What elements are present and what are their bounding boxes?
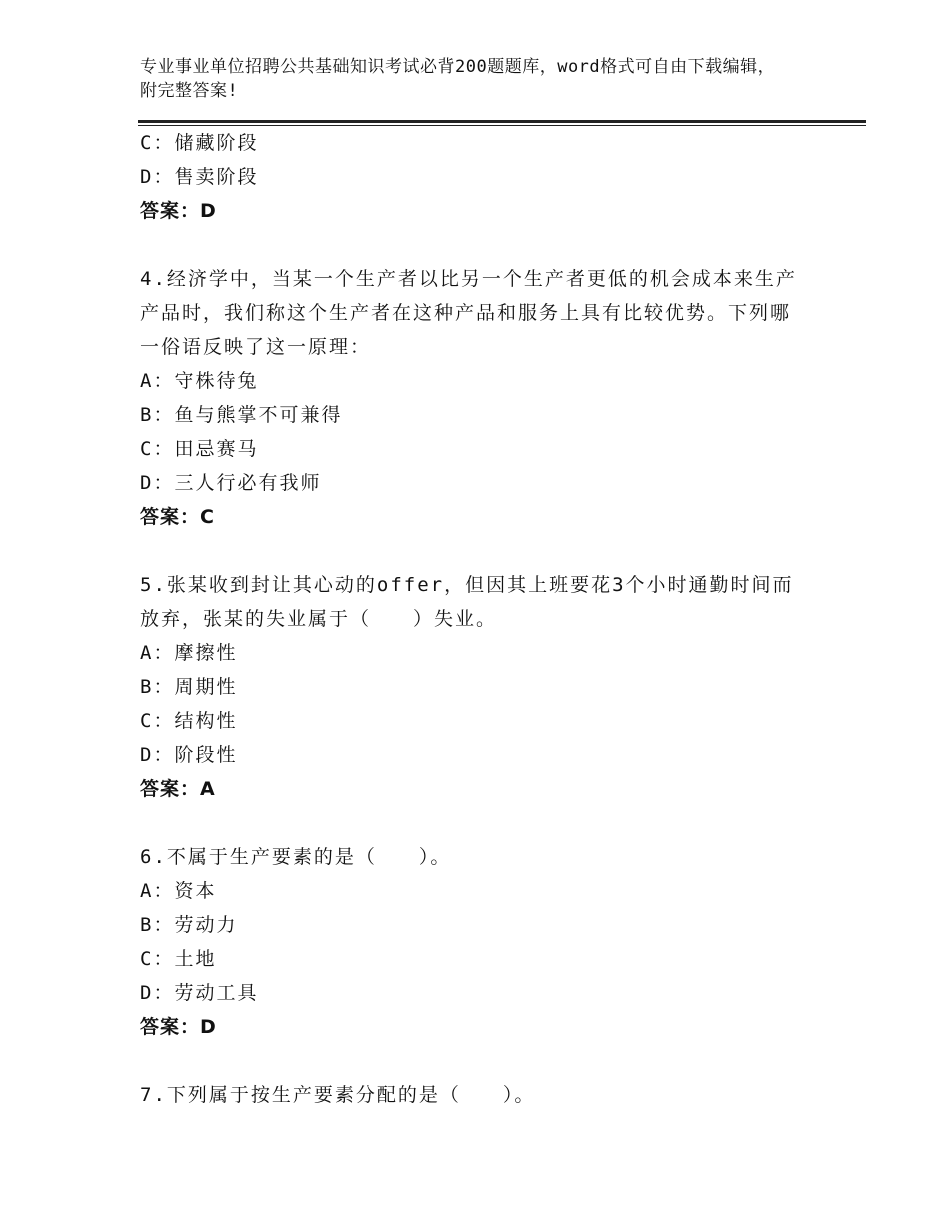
answer-line: 答案：D <box>140 1016 217 1038</box>
header-rule <box>138 120 866 123</box>
question-text: 6.不属于生产要素的是（ ）。 <box>140 846 452 868</box>
question-text: 4.经济学中，当某一个生产者以比另一个生产者更低的机会成本来生产产品时，我们称这个生产者在这种产品和服务上具有比较优势。下列哪一俗语反映了这一原理： <box>140 268 797 358</box>
option-a: A：摩擦性 <box>140 642 238 664</box>
question-4 <box>140 262 820 534</box>
option-a: A：资本 <box>140 880 217 902</box>
option-c: C：储藏阶段 <box>140 132 259 154</box>
answer-line: 答案：C <box>140 506 215 528</box>
question-text: 7.下列属于按生产要素分配的是（ ）。 <box>140 1084 536 1106</box>
option-d: D：三人行必有我师 <box>140 472 322 494</box>
answer-line: 答案：A <box>140 778 216 800</box>
option-c: C：田忌赛马 <box>140 438 259 460</box>
option-d: D：阶段性 <box>140 744 238 766</box>
question-text: 5.张某收到封让其心动的offer，但因其上班要花3个小时通勤时间而放弃，张某的失业属于（ ）失业。 <box>140 574 794 630</box>
document-body <box>140 126 820 1112</box>
question-5 <box>140 568 820 806</box>
option-b: B：劳动力 <box>140 914 238 936</box>
option-d: D：劳动工具 <box>140 982 259 1004</box>
option-b: B：周期性 <box>140 676 238 698</box>
document-header: 专业事业单位招聘公共基础知识考试必背200题题库，word格式可自由下载编辑，附完整答案! <box>140 57 776 101</box>
partial-question <box>140 126 820 228</box>
option-c: C：土地 <box>140 948 217 970</box>
option-c: C：结构性 <box>140 710 238 732</box>
question-7 <box>140 1078 820 1112</box>
option-b: B：鱼与熊掌不可兼得 <box>140 404 343 426</box>
option-a: A：守株待兔 <box>140 370 259 392</box>
option-d: D：售卖阶段 <box>140 166 259 188</box>
answer-line: 答案：D <box>140 200 217 222</box>
question-6 <box>140 840 820 1044</box>
